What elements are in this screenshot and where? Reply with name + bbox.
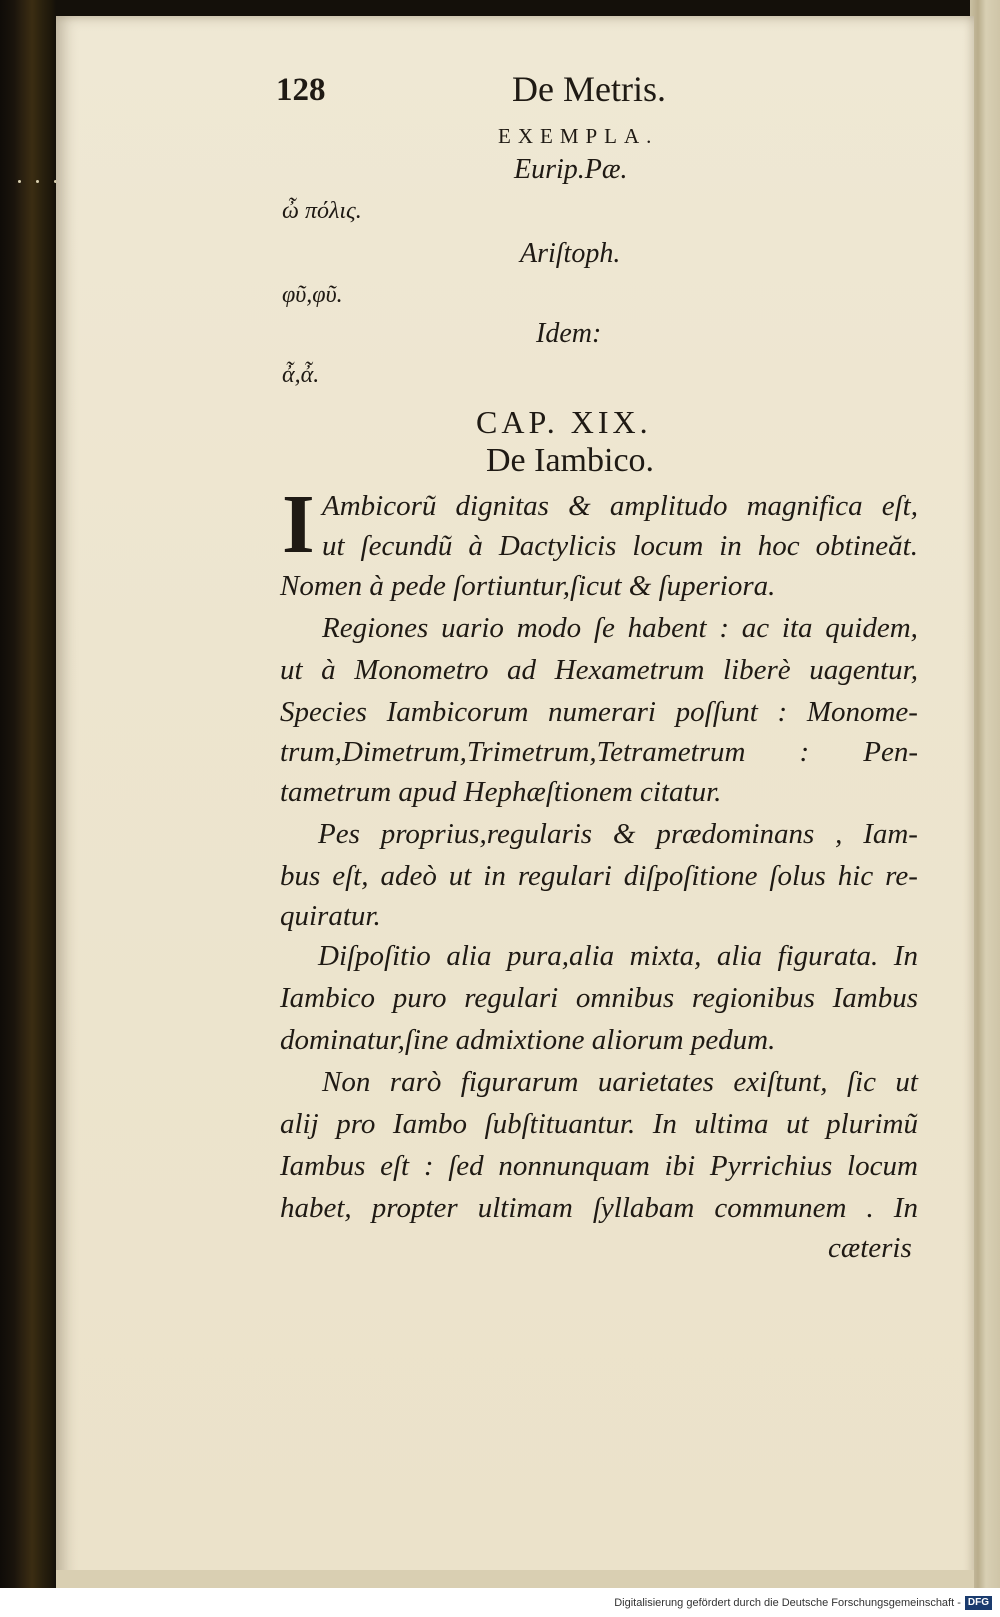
body-line: Regiones uario modo ſe habent : ac ita quidem, [322, 612, 918, 644]
body-line: Iambus eſt : ſed nonnunquam ibi Pyrrichius locum [280, 1150, 918, 1182]
body-line: bus eſt, adeò ut in regulari diſpoſitione ſolus hic re- [280, 860, 918, 892]
spine-ornament [12, 180, 58, 190]
examples-heading: EXEMPLA. [498, 124, 659, 148]
page-edge-right [970, 0, 1000, 1588]
running-head: De Metris. [512, 69, 666, 109]
body-line: ut ſecundũ à Dactylicis locum in hoc obtineăt. [322, 530, 918, 562]
chapter-number: CAP. XIX. [476, 404, 652, 440]
drop-cap: I [282, 478, 315, 571]
body-line: Non rarò figurarum uarietates exiſtunt, ſic ut [322, 1066, 918, 1098]
body-line: quiratur. [280, 900, 381, 932]
footer-credit: Digitalisierung gefördert durch die Deutsche Forschungsgemeinschaft - [614, 1597, 961, 1609]
body-line: Diſpoſitio alia pura,alia mixta, alia figurata. In [318, 940, 918, 972]
example-source: Ariſtoph. [520, 238, 621, 269]
page-number: 128 [276, 72, 326, 108]
body-line: Ambicorũ dignitas & amplitudo magnifica eſt, [322, 490, 918, 522]
dfg-logo-icon: DFG [965, 1596, 992, 1610]
chapter-title: De Iambico. [486, 442, 655, 479]
page-edge-bottom [56, 1570, 974, 1588]
body-line: alij pro Iambo ſubſtituantur. In ultima ut plurimũ [280, 1108, 918, 1140]
body-line: Nomen à pede ſortiuntur,ſicut & ſuperiora. [280, 570, 776, 602]
example-source: Idem: [536, 318, 602, 349]
example-greek: ἆ,ἆ. [282, 362, 320, 388]
body-line: Iambico puro regulari omnibus regionibus Iambus [280, 982, 918, 1014]
example-source: Eurip.Pæ. [514, 154, 628, 185]
body-line: trum,Dimetrum,Trimetrum,Tetrametrum : Pen- [280, 736, 918, 768]
body-line: dominatur,ſine admixtione aliorum pedum. [280, 1024, 776, 1056]
body-line: ut à Monometro ad Hexametrum liberè uagentur, [280, 654, 918, 686]
example-greek: φῦ,φῦ. [282, 282, 343, 308]
digitization-footer [0, 1590, 1000, 1617]
catchword: cæteris [828, 1232, 912, 1264]
example-greek: ὦ πόλις. [282, 198, 362, 224]
body-line: habet, propter ultimam ſyllabam communem . In [280, 1192, 918, 1224]
body-line: tametrum apud Hephæſtionem citatur. [280, 776, 722, 808]
body-line: Pes proprius,regularis & prædominans , Iam- [318, 818, 918, 850]
body-line: Species Iambicorum numerari poſſunt : Monome- [280, 696, 918, 728]
